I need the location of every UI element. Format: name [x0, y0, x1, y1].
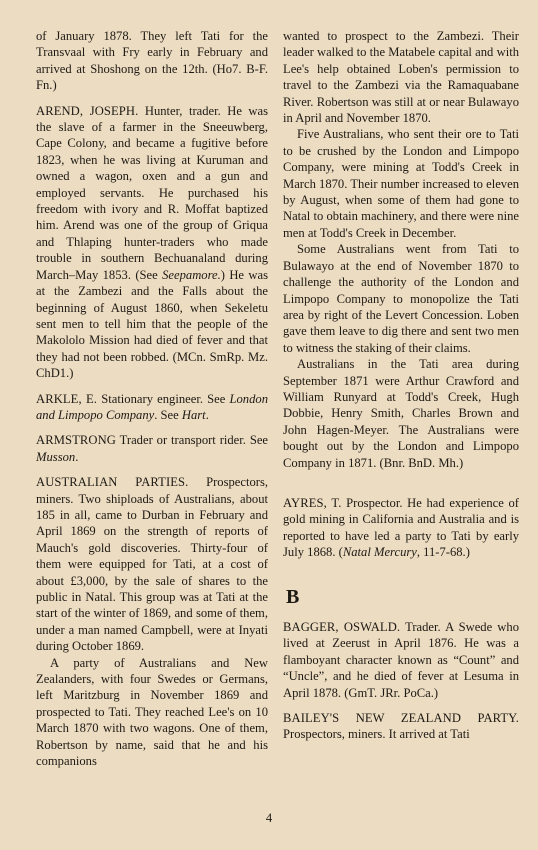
entry-text: ) He was at the Zambezi and the Falls about the beginning of August 1860, when Sekeletu sent men to tell him that the people of the Makololo Mission had died of fever and that they had not been robbed. (MCn. SmRp. Mz. ChD1.) — [36, 267, 268, 381]
right-column — [283, 28, 519, 743]
entry-italic: Seepamore. — [162, 267, 221, 282]
entry-text: Hunter, trader. He was the slave of a farmer in the Sneeuwberg, Cape Colony, and became a fugitive before 1823, when he was living at Kuruman and owned a wagon, oxen and a gun and employed servants. He purchased his freedom with ivory and R. Moffat baptized him. Arend was one of the group of Griqua and Thlaping hunter-traders who made trouble in southern Bechuanaland during March–May 1853. (See — [36, 103, 269, 282]
entry-paragraph: Australians in the Tati area during September 1871 were Arthur Crawford and William Runyard at Todd's Creek, Hugh Dobbie, Henry Smith, Charles Brown and John Hagen-Meyer. The Australians were bought out by the London and Limpopo Company in 1871. (Bnr. BnD. Mh.) — [283, 357, 519, 470]
page-number: 4 — [265, 811, 273, 825]
entry-heading: ARMSTRONG — [36, 433, 116, 448]
entry-ayres — [283, 495, 519, 561]
continued-paragraph: of January 1878. They left Tati for the Transvaal with Fry early in February and arrived at Shoshong on the 12th. (Ho7. B-F. Fn.) — [36, 29, 268, 93]
entry-text: , 11-7-68.) — [416, 545, 470, 560]
entry-text: Prospector. He had experience of gold mining in California and Australia and is reported to have led a party to Tati by early July 1868. ( — [283, 495, 519, 560]
entry-bagger — [283, 619, 519, 701]
entry-heading: BAGGER, OSWALD. — [283, 620, 401, 634]
entry-text: Prospectors, miners. It arrived at Tati — [283, 727, 470, 742]
entry-text: Trader or transport rider. See — [115, 433, 268, 448]
entry-text: Stationary engineer. See — [97, 391, 230, 406]
entry-armstrong — [36, 432, 268, 465]
entry-arend — [36, 103, 268, 382]
section-letter: B — [286, 585, 300, 608]
entry-paragraph: Some Australians went from Tati to Bulawayo at the end of November 1870 to challenge the authority of the London and Limpopo Company to monopolize the Tati area by right of the Levert Concession. Loben gave them leave to dig there and sent two men to witness the staking of their claims. — [283, 242, 519, 355]
entry-text: . — [205, 407, 209, 422]
entry-heading: AUSTRALIAN PARTIES. — [36, 475, 189, 490]
entry-text: . See — [154, 407, 182, 422]
entry-heading: AYRES, T. — [283, 495, 342, 510]
entry-paragraph: Five Australians, who sent their ore to Tati to be crushed by the London and Limpopo Company, were mining at Todd's Creek in March 1870. Their number increased to eleven by August, when some of them had gone to Natal to obtain machinery, and there were nine men at Todd's Creek in December. — [283, 127, 519, 240]
entry-text: Trader. A Swede who lived at Zeerust in April 1876. He was a flamboyant character known as “Count” and “Uncle”, and he died of fever at Lesuma in April 1878. (GmT. JRr. PoCa.) — [283, 620, 519, 700]
entry-italic: Musson — [36, 449, 76, 464]
entry-heading: BAILEY'S NEW ZEALAND PARTY. — [283, 711, 519, 726]
entry-italic: London and Limpopo Company — [36, 391, 268, 422]
entry-text: Prospectors, miners. Two shiploads of Australians, about 185 in all, came to Durban in February and April 1869 on the strength of reports of Mauch's gold discoveries. Thirty-four of them were equipped for Tati, at a cost of about £3,000, by the sale of shares to the public in Natal. This group was at Tati at the start of the winter of 1869, and some of them, under a man named Campbell, were at Inyati during October 1869. — [36, 475, 269, 654]
entry-paragraph: A party of Australians and New Zealanders, with four Swedes or Germans, left Maritzburg in November 1869 and prospected to Tati. They reached Lee's on 10 March 1870 with two wagons. One of them, Robertson by name, said that he and his companions — [36, 655, 268, 769]
entry-paragraph: wanted to prospect to the Zambezi. Their leader walked to the Matabele capital and with Lee's help obtained Loben's permission to travel to the Zambezi via the Ramaquabane River. Robertson was still at or near Bulawayo in April and November 1870. — [283, 29, 519, 126]
entry-italic: Hart — [181, 407, 206, 422]
entry-arkle — [36, 391, 268, 424]
entry-italic: Natal Mercury — [342, 545, 417, 560]
entry-australian-parties — [36, 474, 268, 654]
entry-heading: AREND, JOSEPH. — [36, 103, 139, 118]
entry-text: . — [75, 449, 79, 464]
entry-bailey — [283, 710, 519, 743]
entry-heading: ARKLE, E. — [36, 391, 98, 406]
left-column — [36, 28, 268, 769]
